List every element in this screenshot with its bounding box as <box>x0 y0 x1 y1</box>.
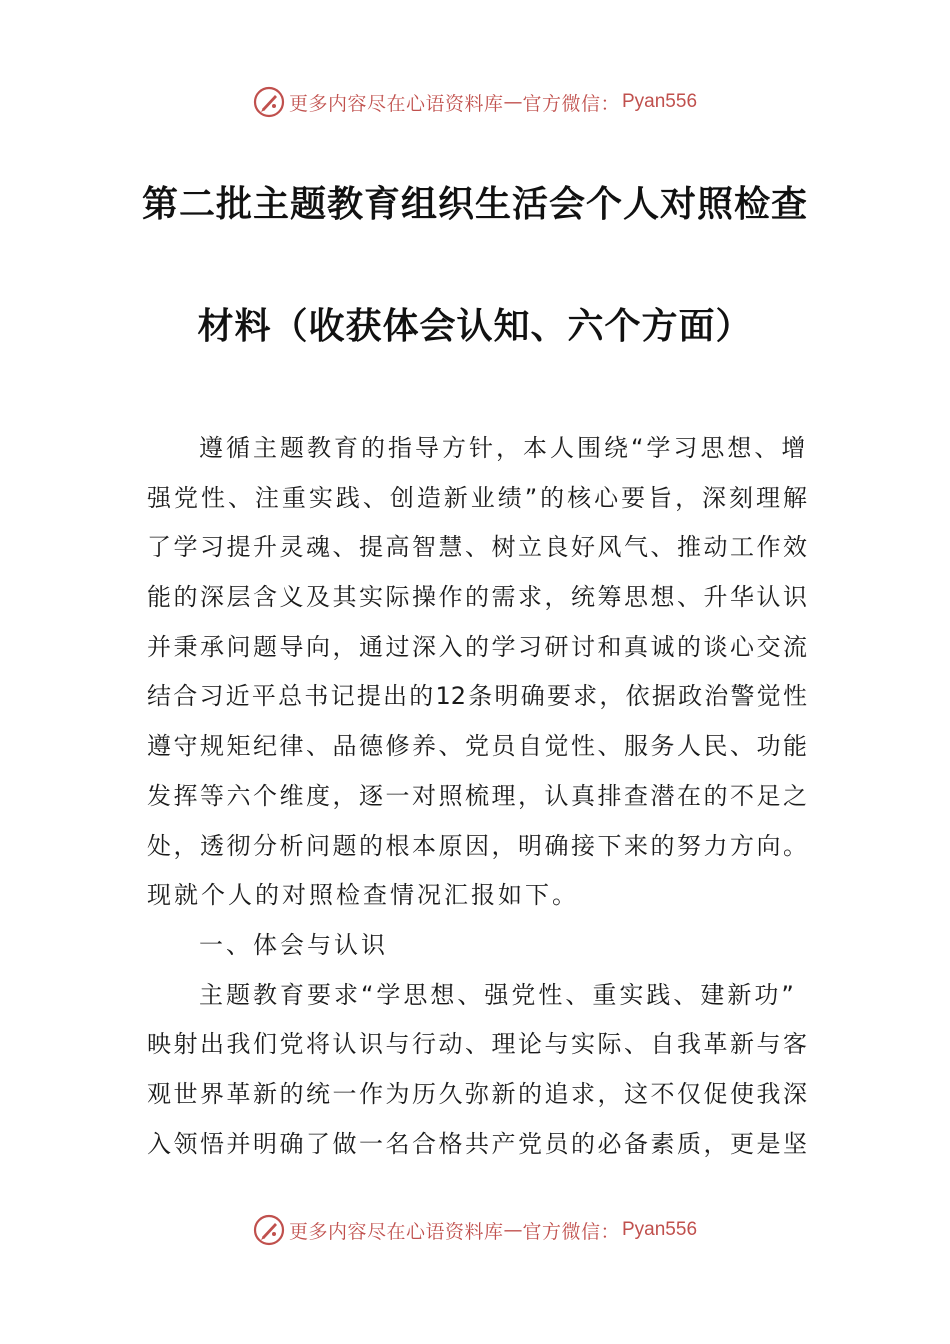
paragraph-line: 观世界革新的统一作为历久弥新的追求，这不仅促使我深 <box>147 1079 807 1108</box>
watermark-wechat-label: 官方微信： <box>522 92 620 115</box>
paragraph-line: 发挥等六个维度，逐一对照梳理，认真排查潜在的不足之 <box>147 781 807 810</box>
watermark-text: 更多内容尽在心语资料库 <box>288 92 504 115</box>
quill-pen-logo-icon <box>253 1214 285 1246</box>
watermark-wechat-label: 官方微信： <box>522 1220 620 1243</box>
paragraph-line: 入领悟并明确了做一名合格共产党员的必备素质，更是坚 <box>147 1129 807 1158</box>
watermark-separator: — <box>503 91 523 113</box>
paragraph-line: 遵循主题教育的指导方针，本人围绕“学习思想、增 <box>199 434 809 462</box>
watermark-separator: — <box>503 1219 523 1241</box>
document-title-line-2: 材料（收获体会认知、六个方面） <box>197 306 753 347</box>
section-heading: 一、体会与认识 <box>199 930 388 959</box>
paragraph-line: 结合习近平总书记提出的12条明确要求，依据政治警觉性 <box>147 682 807 711</box>
paragraph-line: 现就个人的对照检查情况汇报如下。 <box>147 881 579 910</box>
watermark-banner-bottom <box>0 1210 950 1250</box>
paragraph-line: 了学习提升灵魂、提高智慧、树立良好风气、推动工作效 <box>147 533 807 562</box>
paragraph-line: 能的深层含义及其实际操作的需求，统筹思想、升华认识 <box>147 583 807 612</box>
paragraph-line: 映射出我们党将认识与行动、理论与实际、自我革新与客 <box>147 1030 807 1059</box>
paragraph-line: 处，透彻分析问题的根本原因，明确接下来的努力方向。 <box>147 831 807 860</box>
document-body <box>147 428 807 1173</box>
quill-pen-logo-icon <box>253 86 285 118</box>
watermark-text: 更多内容尽在心语资料库 <box>288 1220 504 1243</box>
document-title-line-1: 第二批主题教育组织生活会个人对照检查 <box>141 184 808 225</box>
paragraph-line: 主题教育要求“学思想、强党性、重实践、建新功” <box>199 980 797 1009</box>
watermark-wechat-id: Pyan556 <box>622 91 698 112</box>
paragraph-line: 并秉承问题导向，通过深入的学习研讨和真诚的谈心交流 <box>147 632 807 661</box>
watermark-banner-top <box>0 82 950 122</box>
paragraph-line: 遵守规矩纪律、品德修养、党员自觉性、服务人民、功能 <box>147 732 807 761</box>
watermark-wechat-id: Pyan556 <box>622 1219 698 1240</box>
paragraph-line: 强党性、注重实践、创造新业绩”的核心要旨，深刻理解 <box>147 483 807 512</box>
